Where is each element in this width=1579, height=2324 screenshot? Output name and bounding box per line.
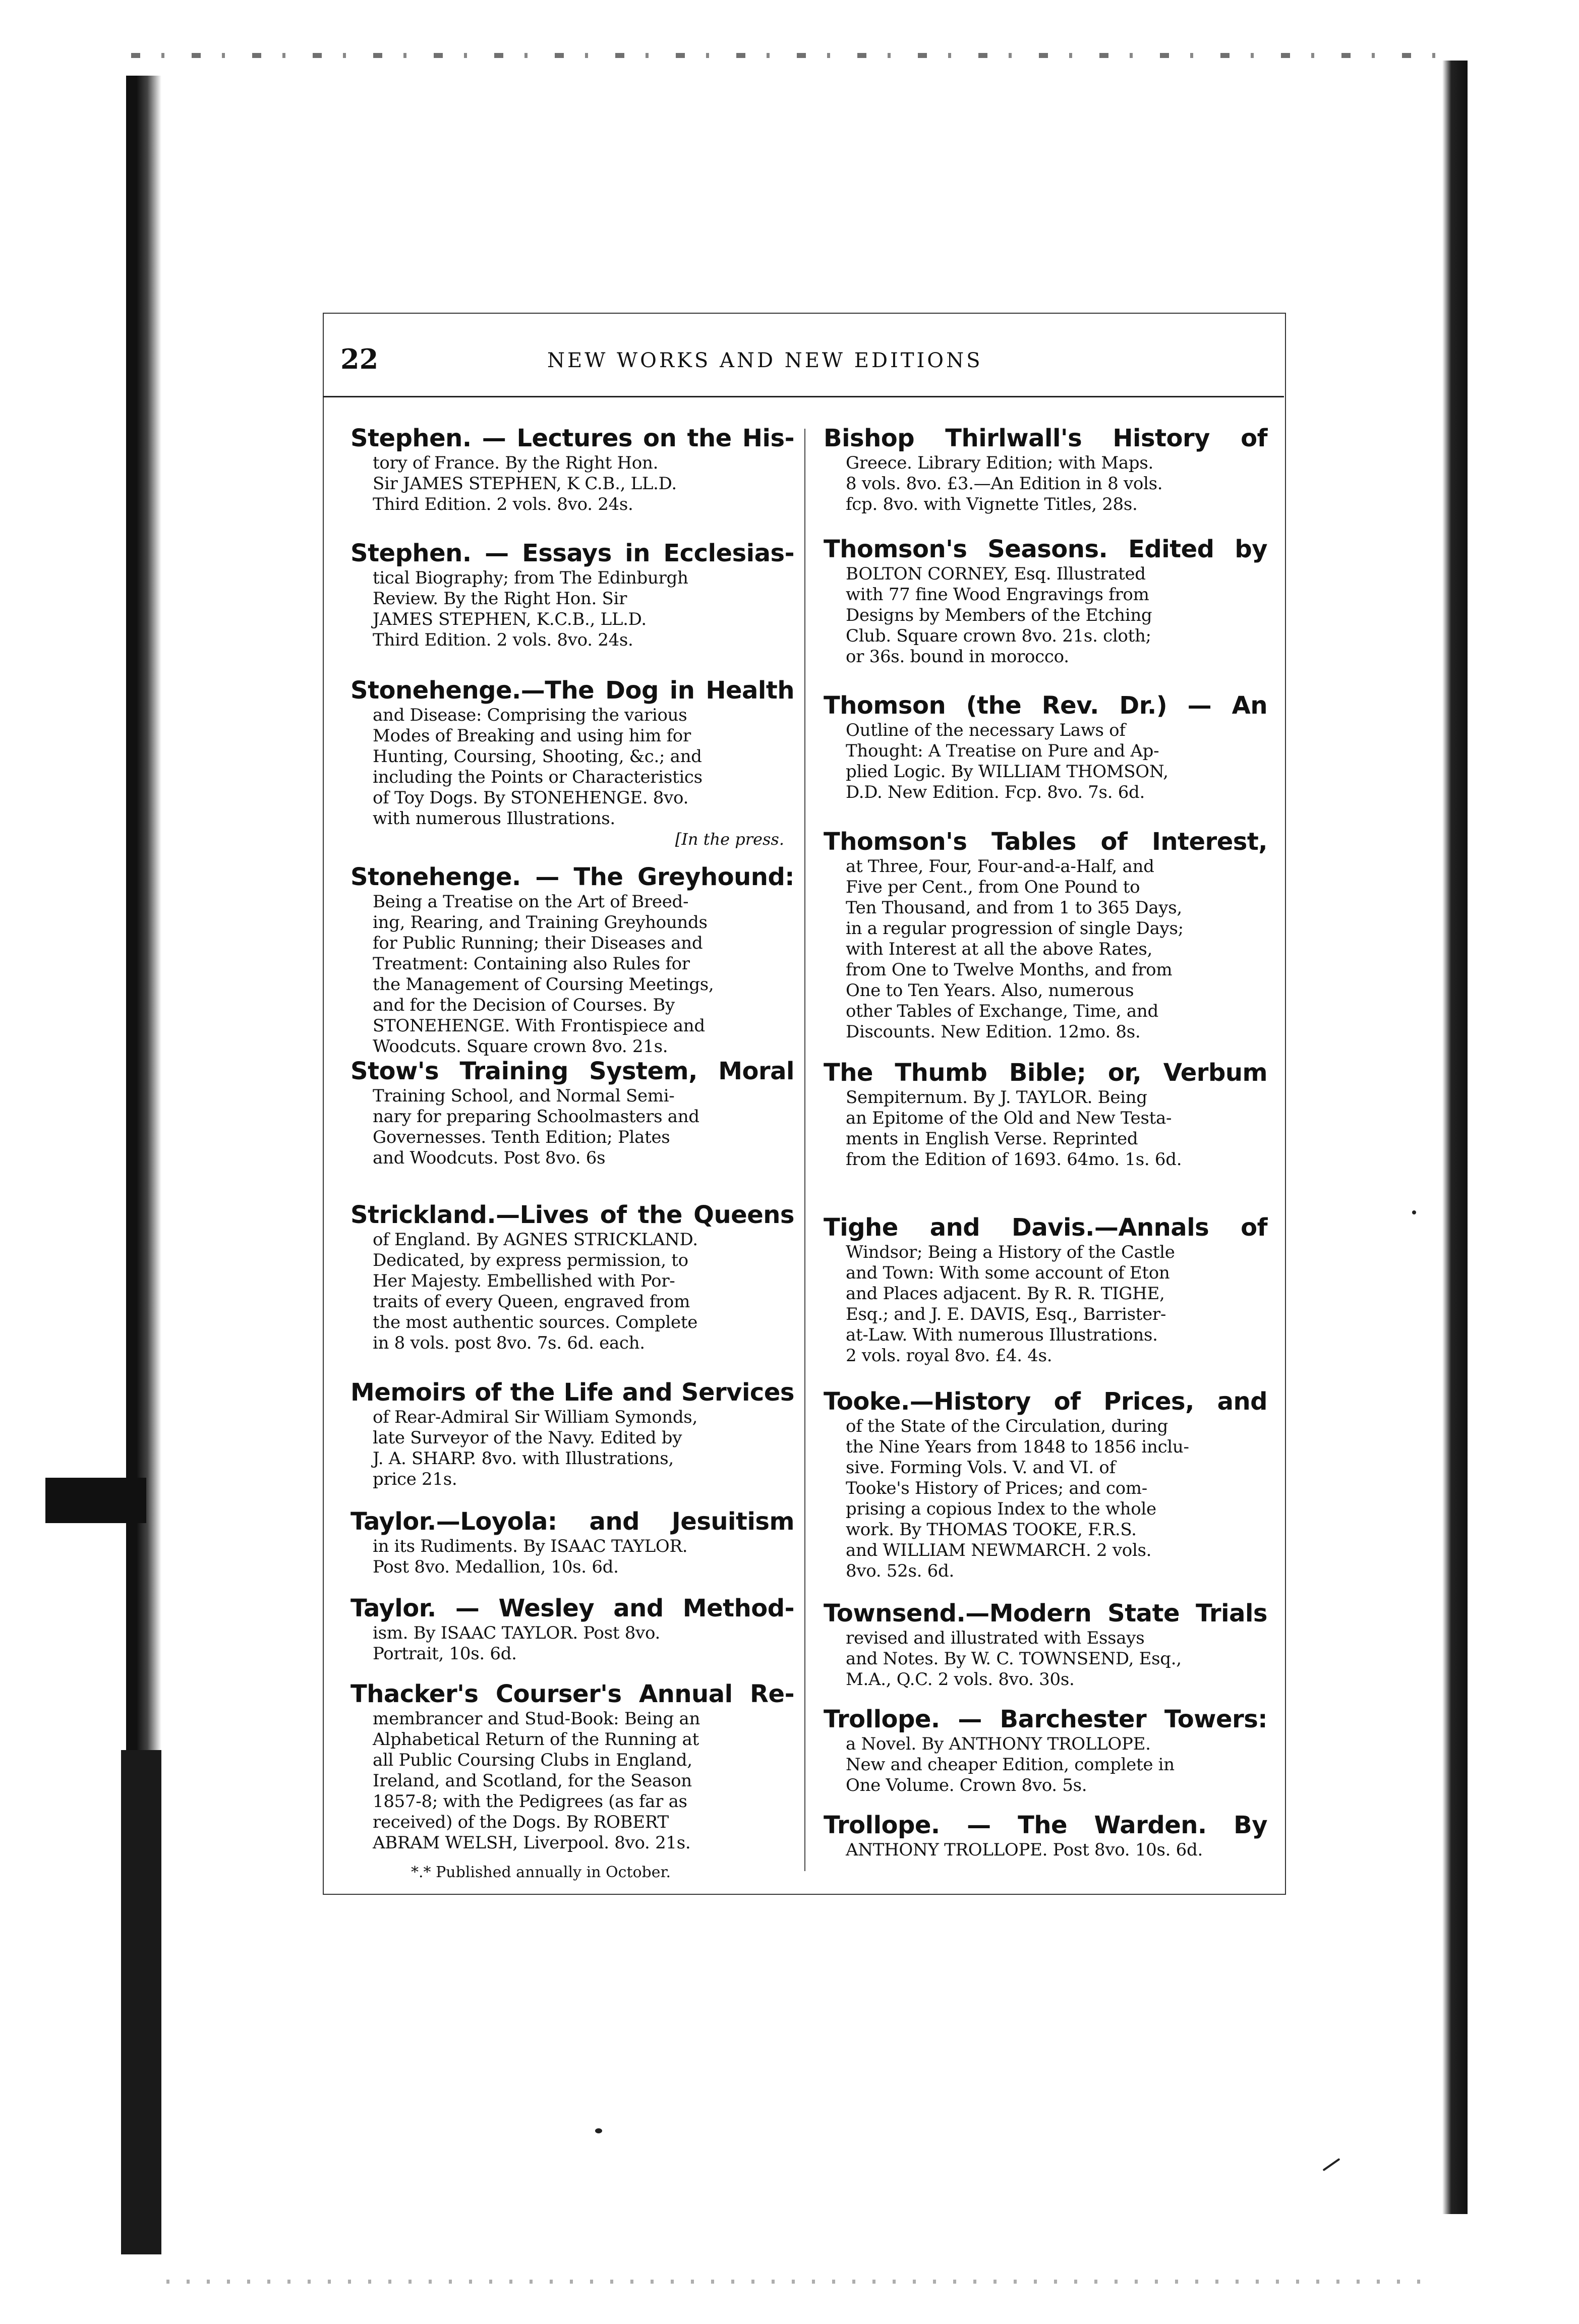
entry-heading: Stow's Training System, Moral <box>350 1057 794 1085</box>
entry-heading: Tooke.—History of Prices, and <box>824 1387 1267 1416</box>
catalogue-entry <box>824 424 1267 515</box>
scan-bottom-edge <box>166 2280 1437 2284</box>
entry-body: Windsor; Being a History of the Castle and Town: With some account of Eton and Places adjacent. By R. R. TIGHE, Esq.; and J. E. DAVIS, Esq., Barrister- at-Law. With numerous Illustrations. 2 vols. royal 8vo. £4. 4s. <box>846 1242 1175 1366</box>
scan-black-strip <box>121 1750 161 2254</box>
catalogue-entry <box>350 424 794 515</box>
catalogue-entry <box>824 827 1267 1042</box>
scan-speck <box>1322 2158 1340 2171</box>
entry-body: ism. By ISAAC TAYLOR. Post 8vo. Portrait, 10s. 6d. <box>373 1623 661 1664</box>
catalogue-entry <box>824 1387 1267 1582</box>
catalogue-entry <box>824 535 1267 667</box>
scan-black-tab <box>45 1478 146 1523</box>
catalogue-entry <box>350 1200 794 1354</box>
entry-heading: Memoirs of the Life and Services <box>350 1378 794 1407</box>
entry-body: Outline of the necessary Laws of Thought: A Treatise on Pure and Ap- plied Logic. By WILLIAM THOMSON, D.D. New Edition. Fcp. 8vo. 7s. 6d. <box>846 720 1168 802</box>
entry-heading: Stonehenge. — The Greyhound: <box>350 863 794 891</box>
entry-heading: Bishop Thirlwall's History of <box>824 424 1267 452</box>
entry-heading: Trollope. — The Warden. By <box>824 1811 1267 1839</box>
entry-body: Training School, and Normal Semi- nary for preparing Schoolmasters and Governesses. Tenth Edition; Plates and Woodcuts. Post 8vo. 6s <box>373 1086 699 1168</box>
entry-body: of the State of the Circulation, during the Nine Years from 1848 to 1856 inclu- sive. Forming Vols. V. and VI. of Tooke's History of Prices; and com- prising a copious Index to the whole work. By THOMAS TOOKE, F.R.S. and WILLIAM NEWMARCH. 2 vols. 8vo. 52s. 6d. <box>846 1416 1189 1581</box>
scan-top-edge <box>131 53 1463 58</box>
scan-speck <box>1412 1210 1416 1214</box>
catalogue-entry <box>350 1594 794 1664</box>
entry-heading: Stephen. — Essays in Ecclesias- <box>350 539 794 567</box>
catalogue-entry <box>350 1507 794 1578</box>
entry-heading: Stephen. — Lectures on the His- <box>350 424 794 452</box>
entry-body: and Disease: Comprising the various Modes of Breaking and using him for Hunting, Coursing, Shooting, &c.; and including the Points or Characteristics of Toy Dogs. By STONEHENGE. 8vo. with numerous Illustrations. <box>373 705 703 829</box>
catalogue-entry <box>350 676 794 849</box>
entry-heading: Taylor. — Wesley and Method- <box>350 1594 794 1622</box>
entry-body: revised and illustrated with Essays and Notes. By W. C. TOWNSEND, Esq., M.A., Q.C. 2 vols. 8vo. 30s. <box>846 1628 1182 1690</box>
entry-heading: Taylor.—Loyola: and Jesuitism <box>350 1507 794 1536</box>
entry-heading: Strickland.—Lives of the Queens <box>350 1201 794 1229</box>
footnote: *.* Published annually in October. <box>411 1864 671 1881</box>
entry-body: Being a Treatise on the Art of Breed- ing, Rearing, and Training Greyhounds for Public Running; their Diseases and Treatment: Containing also Rules for the Management of Coursing Meetings, and for the Decision of Courses. By STONEHENGE. With Frontispiece and Woodcuts. Square crown 8vo. 21s. <box>373 892 714 1057</box>
entry-body: a Novel. By ANTHONY TROLLOPE. New and cheaper Edition, complete in One Volume. Crown 8vo. 5s. <box>846 1734 1175 1795</box>
entry-heading: Thacker's Courser's Annual Re- <box>350 1680 794 1708</box>
catalogue-entry <box>350 1679 794 1853</box>
page-header <box>335 343 1278 388</box>
catalogue-entry <box>350 1378 794 1490</box>
entry-body: membrancer and Stud-Book: Being an Alphabetical Return of the Running at all Public Coursing Clubs in England, Ireland, and Scotland, for the Season 1857-8; with the Pedigrees (as far as received) of the Dogs. By ROBERT ABRAM WELSH, Liverpool. 8vo. 21s. <box>373 1709 700 1853</box>
catalogue-entry <box>824 1599 1267 1690</box>
entry-body: ANTHONY TROLLOPE. Post 8vo. 10s. 6d. <box>846 1840 1203 1860</box>
catalogue-entry <box>824 1811 1267 1861</box>
scan-right-edge <box>1442 61 1468 2214</box>
entry-heading: Trollope. — Barchester Towers: <box>824 1705 1267 1733</box>
page-number: 22 <box>340 343 379 375</box>
column-rule <box>804 429 805 1871</box>
catalogue-entry <box>350 539 794 651</box>
entry-body: tory of France. By the Right Hon. Sir JAMES STEPHEN, K C.B., LL.D. Third Edition. 2 vols. 8vo. 24s. <box>373 453 677 514</box>
entry-heading: Thomson's Tables of Interest, <box>824 828 1267 856</box>
catalogue-entry <box>350 1057 794 1169</box>
catalogue-entry <box>824 691 1267 803</box>
entry-body: of England. By AGNES STRICKLAND. Dedicated, by express permission, to Her Majesty. Embellished with Por- traits of every Queen, engraved from the most authentic sources. Complete in 8 vols. post 8vo. 7s. 6d. each. <box>373 1230 698 1353</box>
header-rule <box>323 396 1284 397</box>
entry-body: in its Rudiments. By ISAAC TAYLOR. Post 8vo. Medallion, 10s. 6d. <box>373 1536 688 1577</box>
catalogue-entry <box>824 1705 1267 1796</box>
entry-body: BOLTON CORNEY, Esq. Illustrated with 77 fine Wood Engravings from Designs by Members of the Etching Club. Square crown 8vo. 21s. cloth; or 36s. bound in morocco. <box>846 564 1152 667</box>
scan-speck <box>595 2128 602 2133</box>
catalogue-entry <box>824 1213 1267 1366</box>
entry-heading: Stonehenge.—The Dog in Health <box>350 676 794 705</box>
entry-body: Greece. Library Edition; with Maps. 8 vols. 8vo. £3.—An Edition in 8 vols. fcp. 8vo. with Vignette Titles, 28s. <box>846 453 1163 514</box>
entry-heading: Thomson's Seasons. Edited by <box>824 535 1267 563</box>
running-head: NEW WORKS AND NEW EDITIONS <box>547 349 983 372</box>
catalogue-entry <box>350 862 794 1057</box>
entry-body: Sempiternum. By J. TAYLOR. Being an Epitome of the Old and New Testa- ments in English Verse. Reprinted from the Edition of 1693. 64mo. 1s. 6d. <box>846 1087 1182 1170</box>
document-page <box>323 313 1291 1894</box>
entry-body: of Rear-Admiral Sir William Symonds, late Surveyor of the Navy. Edited by J. A. SHARP. 8vo. with Illustrations, price 21s. <box>373 1407 697 1489</box>
entry-heading: The Thumb Bible; or, Verbum <box>824 1059 1267 1087</box>
entry-body: at Three, Four, Four-and-a-Half, and Five per Cent., from One Pound to Ten Thousand, and from 1 to 365 Days, in a regular progression of single Days; with Interest at all the above Rates, from One to Twelve Months, and from One to Ten Years. Also, numerous other Tables of Exchange, Time, and Discounts. New Edition. 12mo. 8s. <box>846 856 1184 1042</box>
entry-heading: Townsend.—Modern State Trials <box>824 1599 1267 1628</box>
entry-heading: Tighe and Davis.—Annals of <box>824 1213 1267 1242</box>
entry-body: tical Biography; from The Edinburgh Review. By the Right Hon. Sir JAMES STEPHEN, K.C.B., LL.D. Third Edition. 2 vols. 8vo. 24s. <box>373 568 688 650</box>
entry-note: [In the press. <box>675 830 784 849</box>
entry-heading: Thomson (the Rev. Dr.) — An <box>824 691 1267 720</box>
catalogue-entry <box>824 1058 1267 1170</box>
